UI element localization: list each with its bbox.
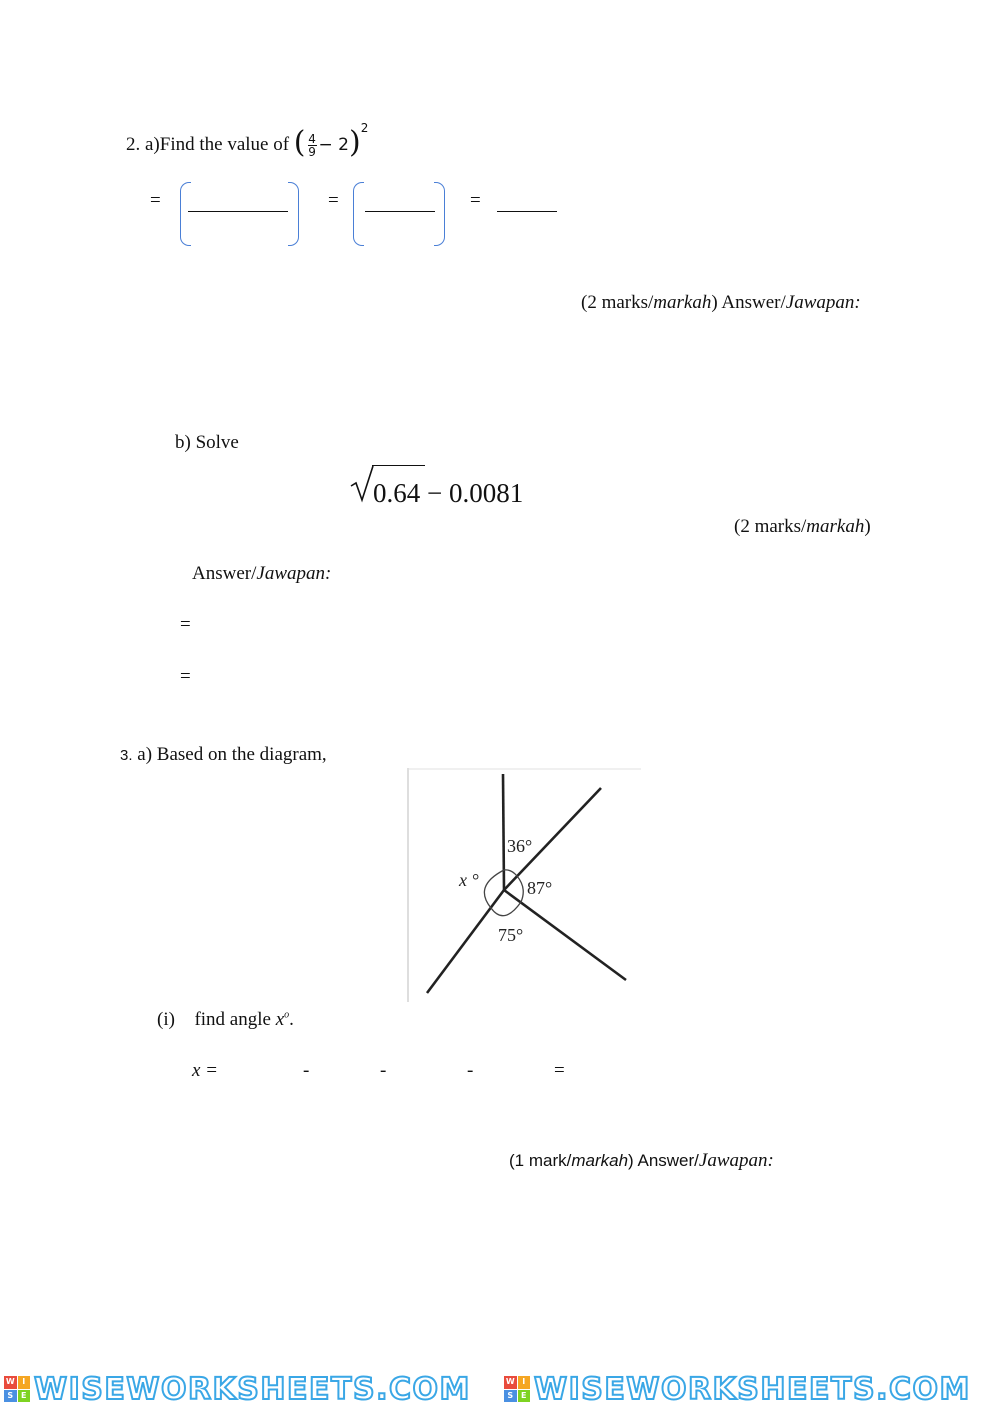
final-equals: = [554, 1060, 565, 1081]
part-i-deg: o [284, 1009, 290, 1021]
brand-logo-icon: W I S E [4, 1376, 30, 1402]
brand-text-2: WISEWORKSHEETS.COM [534, 1372, 971, 1407]
q2a-equals-2: = [328, 190, 339, 211]
q2a-prefix: 2. a)Find the value of [126, 133, 290, 155]
part-i-var: x [275, 1009, 285, 1030]
q2a-box2-blank[interactable] [365, 211, 435, 212]
q3-label: a) Based on the diagram, [137, 744, 327, 765]
ray-up [503, 774, 504, 890]
arc-75 [491, 902, 521, 916]
open-paren: ( [293, 125, 306, 160]
brand-logo-icon: W I S E [504, 1376, 530, 1402]
part-i-text: find angle [194, 1009, 271, 1030]
arc-87 [517, 876, 523, 902]
part-i-number: (i) [157, 1009, 175, 1030]
part-i-period: . [289, 1009, 294, 1030]
label-87: 87° [527, 878, 553, 898]
q2a-final-blank[interactable] [497, 211, 557, 212]
q3-part-i [157, 1009, 294, 1031]
close-paren: ) [348, 125, 361, 160]
q2b-answer-label: Answer/Jawapan: [192, 563, 332, 584]
q3-number: 3. [120, 747, 133, 764]
sqrt-sign [349, 464, 375, 504]
fraction-denominator: 9 [308, 145, 316, 159]
sqrt-rest: − 0.0081 [427, 478, 524, 508]
q2b-equals-1: = [180, 614, 191, 635]
q2a-equals-1: = [150, 190, 161, 211]
sqrt-radicand: 0.64 [373, 478, 421, 508]
q2b-equals-2: = [180, 666, 191, 687]
q2a-box1-left-brace [180, 182, 191, 246]
x-equals: x = [192, 1060, 219, 1081]
q3-marks-answer: (1 mark/markah) Answer/Jawapan: [509, 1150, 774, 1171]
sqrt-expression [373, 478, 523, 509]
footer-watermark [0, 1370, 1000, 1413]
arc-36 [504, 870, 517, 876]
brand-text-1: WISEWORKSHEETS.COM [34, 1372, 471, 1407]
exponent: 2 [360, 120, 369, 135]
q2a-marks-answer: (2 marks/markah) Answer/Jawapan: [581, 292, 861, 313]
label-x: x ° [459, 870, 479, 890]
minus-3: - [467, 1060, 474, 1081]
q2a-equals-3: = [470, 190, 481, 211]
sqrt-vinculum [372, 465, 425, 466]
label-75: 75° [498, 925, 524, 945]
q2b-label: b) Solve [175, 432, 239, 453]
label-36: 36° [507, 836, 533, 856]
q2a-box2-right-brace [434, 182, 445, 246]
q2a-box1-blank[interactable] [188, 211, 288, 212]
minus-1: - [303, 1060, 310, 1081]
q3-heading [120, 744, 327, 766]
q2a-prompt [126, 120, 369, 163]
q2a-box1-right-brace [288, 182, 299, 246]
q2b-marks: (2 marks/markah) [734, 516, 871, 537]
angle-diagram [407, 768, 641, 1002]
q2a-box2-left-brace [353, 182, 364, 246]
minus-2: - [380, 1060, 387, 1081]
fraction [308, 133, 317, 158]
fraction-numerator: 4 [308, 132, 316, 146]
ray-lower-left [427, 890, 504, 993]
minus-two: − 2 [318, 134, 349, 155]
